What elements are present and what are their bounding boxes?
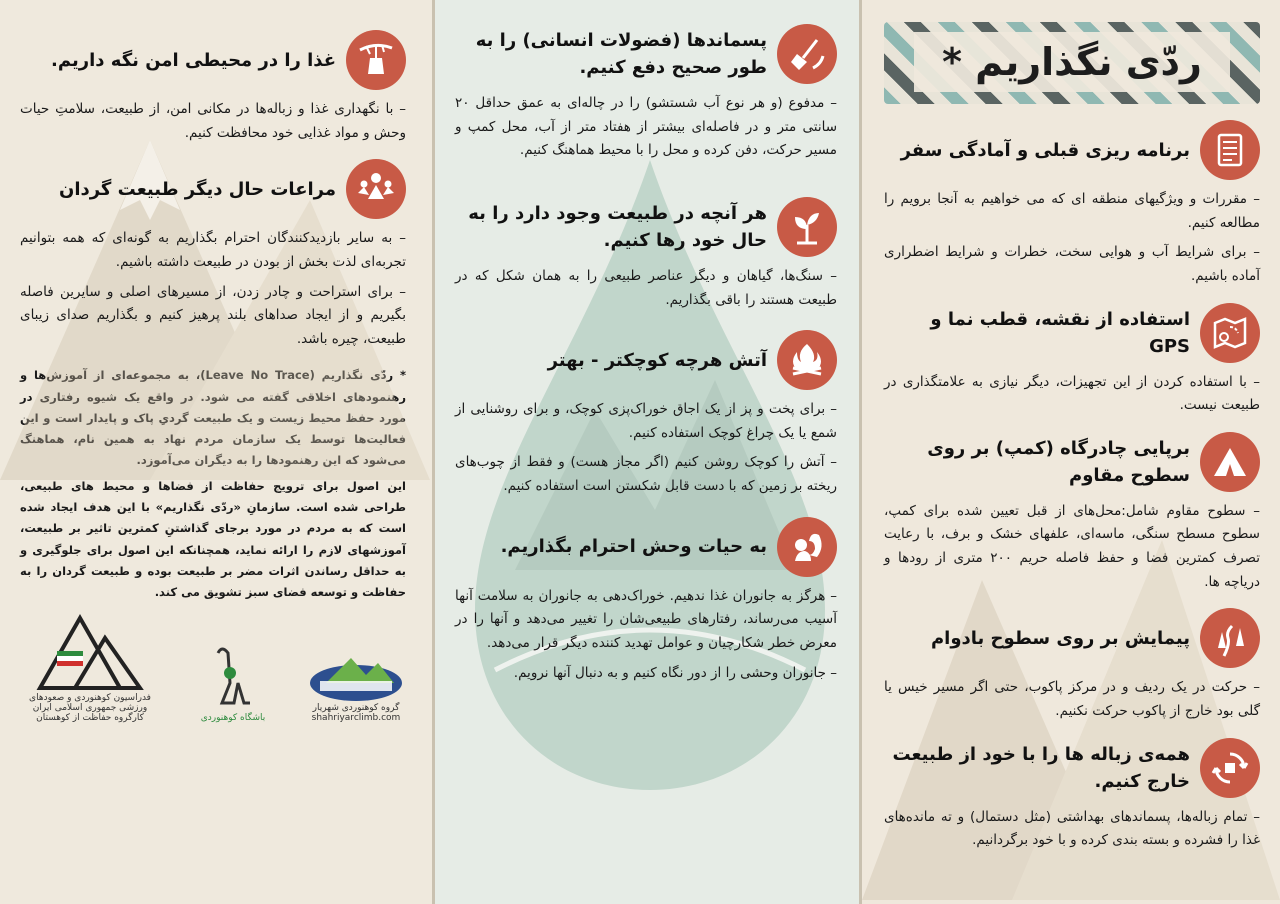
section-plan-ahead [884,120,1260,289]
tent-icon [1200,432,1260,492]
checklist-icon [1200,120,1260,180]
principles-note: این اصول برای ترویج حفاظت از فضاها و محیط های طبیعی، طراحی شده است. سازمانِ «ردّی نگذاریم» با این هدف ایجاد شده است که به مردم در مورد برجای گذاشتنِ کمترین تاثیر بر طبیعت، آموزشهای لازم را ارائه نماید، همچنانکه این اصول برای جلوگیری و به حداقل رساندن اثرات مضر بر طبیعت بوده و طبیعت گردان را به حفاظت و توسعه فضای سبز تشویق می کند. [20,478,406,600]
shovel-icon [777,24,837,84]
section-travel-durable [884,608,1260,723]
section-campfire [455,330,837,499]
section-text: – آتش را کوچک روشن کنیم (اگر مجاز هست) و فقط از چوب‌های ریخته بر زمین که با دست قابل شکستن است استفاده کنیم. [455,454,837,494]
section-text: – سطوح مقاوم شامل:محل‌های از قبل تعیین شده برای کمپ، سطوح مسطح سنگی، ماسه‌ای، علفهای خشک و برف، با رعایت تصرف کمترین فضا و حفظ فاصله حریم ۲۰۰ متری از رودها و دریاچه ها. [884,502,1260,590]
section-title: برپایی چادرگاه (کمپ) بر روی سطوح مقاوم [927,437,1190,486]
section-title: آتش هرچه کوچکتر - بهتر [547,349,767,371]
plant-icon [777,197,837,257]
club-logo-text: باشگاه کوهنوردی [200,713,266,724]
squirrel-icon [777,517,837,577]
section-navigation [884,303,1260,418]
leave-no-trace-note: * ردّی نگذاریم (Leave No Trace)، به مجموعه‌ای از آموزش‌ها و رهنمودهای اخلاقی گفته می شود. در واقع یک شیوه رفتاری در مورد حفظ محیط زیست و یک طبیعت گردیِ پاک و پایدار است و این فعالیت‌ها توسط یک سازمان مردم نهاد به همین نام، هماهنگ می‌شود که این رهنمودها را به دیگران می‌آموزد. [20,368,406,468]
section-text: – حرکت در یک ردیف و در مرکز پاکوب، حتی اگر مسیر خیس یا گلی بود خارج از پاکوب حرکت نکنیم. [884,679,1260,719]
section-title: همه‌ی زباله ها را با خود از طبیعت خارج کنیم. [892,743,1190,792]
section-title: هر آنچه در طبیعت وجود دارد را به حال خود رها کنیم. [468,202,767,251]
federation-logo [20,613,160,723]
left-column [0,0,432,904]
map-icon [1200,303,1260,363]
campfire-icon [777,330,837,390]
section-title: غذا را در محیطی امن نگه داریم. [51,49,336,71]
section-wildlife [455,517,837,686]
section-waste-disposal [455,24,837,163]
section-text: – جانوران وحشی را از دور نگاه کنیم و به دنبال آنها نرویم. [513,664,837,681]
logos-row [20,613,406,723]
section-title: به حیات وحش احترام بگذاریم. [500,536,767,558]
people-icon [346,159,406,219]
section-food-storage [20,30,406,145]
recycle-icon [1200,738,1260,798]
section-title: مراعات حال دیگر طبیعت گردان [58,178,336,200]
section-text: – با استفاده کردن از این تجهیزات، دیگر نیازی به علامتگذاری در طبیعت نیست. [884,373,1260,414]
section-title: استفاده از نقشه، قطب نما و GPS [930,308,1190,357]
hanging-bag-icon [346,30,406,90]
section-text: – به سایر بازدیدکنندگان احترام بگذاریم به گونه‌ای که همه بتوانیم تجربه‌ای لذت بخش از بودن در طبیعت داشته باشیم. [20,230,406,270]
section-text: – سنگ‌ها، گیاهان و دیگر عناصر طبیعی را به همان شکل که در طبیعت هستند را باقی بگذاریم. [455,267,837,308]
section-text: – برای پخت و پز از یک اجاق خوراک‌پزی کوچک، و برای روشنایی از شمع یا یک چراغ کوچک استفاده کنیم. [455,401,837,441]
section-title: پیمایش بر روی سطوح بادوام [930,627,1190,649]
section-text: – مدفوع (و هر نوع آب شستشو) را در چاله‌ای به عمق حداقل ۲۰ سانتی متر و در فاصله‌ای بیشتر از هفتاد متر از آب، محل کمپ و مسیر حرکت، دفن کرده و محل را با محیط هماهنگ کنیم. [455,95,837,159]
shahriyar-logo-name: گروه کوهنوردی شهریار [312,703,400,714]
section-leave-what-you-find [455,197,837,312]
shahriyar-logo [306,653,406,723]
page-title: ردّی نگذاریم * [914,32,1230,92]
section-title: برنامه ریزی قبلی و آمادگی سفر [900,139,1190,161]
section-text: – برای شرایط آب و هوایی سخت، خطرات و شرایط اضطراری آماده باشیم. [884,244,1260,284]
middle-column [432,0,862,904]
section-respect-visitors [20,159,406,351]
section-pack-out-waste [884,738,1260,853]
section-text: – مقررات و ویژگیهای منطقه ای که می خواهیم به آنجا برویم را مطالعه کنیم. [884,191,1260,231]
federation-logo-text: فدراسیون کوهنوردی و صعودهای ورزشی جمهوری اسلامی ایران کارگروه حفاظت از کوهستان [29,693,151,724]
section-text: – تمام زباله‌ها، پسماندهای بهداشتی (مثل دستمال) و ته مانده‌های غذا را فشرده و بسته بندی کرده و با خود برگردانیم. [884,808,1260,849]
trail-icon [1200,608,1260,668]
shahriyar-url[interactable]: shahriyarclimb.com [311,713,401,724]
section-camp-durable [884,432,1260,595]
section-text: – برای استراحت و چادر زدن، از مسیرهای اصلی و سایرین فاصله بگیریم و از ایجاد صداهای بلند پرهیز کنیم و بگذاریم صدای زیبای طبیعت، چیره باشد. [20,283,406,347]
section-title: پسماندها (فضولات انسانی) را به طور صحیح دفع کنیم. [475,30,767,78]
title-banner [884,22,1260,104]
section-text: – با نگهداری غذا و زباله‌ها در مکانی امن، از طبیعت، سلامتِ حیات وحش و مواد غذایی خود محافظت کنیم. [20,101,406,141]
right-column [862,0,1280,904]
section-text: – هرگز به جانوران غذا ندهیم. خوراک‌دهی به جانوران به سلامت آنها آسیب می‌رساند، رفتارهای طبیعی‌شان را تغییر می‌دهد و آنها را در معرض خطر شکارچیان و عوامل تهدید کننده دیگر قرار می‌دهد. [455,587,837,651]
club-logo [201,643,266,723]
